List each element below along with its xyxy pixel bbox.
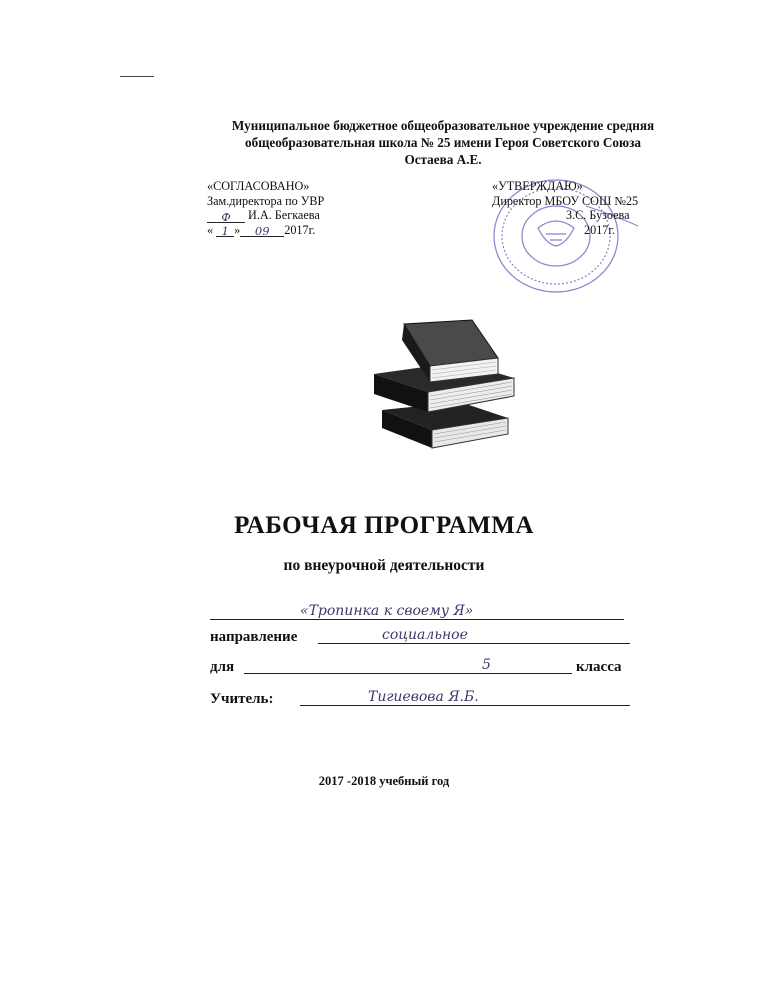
grade-row bbox=[210, 654, 634, 676]
organization-header bbox=[200, 117, 686, 168]
organization-line-2: общеобразовательная школа № 25 имени Героя Советского Союза bbox=[245, 135, 641, 150]
agreed-block bbox=[207, 179, 324, 237]
approved-position: Директор МБОУ СОШ №25 bbox=[492, 193, 639, 208]
agreed-date-open: « bbox=[207, 222, 214, 237]
organization-line-1: Муниципальное бюджетное общеобразовательное учреждение средняя bbox=[231, 118, 655, 133]
grade-for-label: для bbox=[210, 659, 235, 675]
agreed-name: И.А. Бегкаева bbox=[248, 208, 320, 223]
agreed-signature: Ф bbox=[207, 210, 245, 223]
stray-mark bbox=[120, 76, 154, 77]
agreed-heading: «СОГЛАСОВАНО» bbox=[207, 179, 310, 193]
agreed-year: 2017г. bbox=[284, 222, 316, 237]
grade-suffix: класса bbox=[576, 659, 622, 675]
document-subtitle: по внеурочной деятельности bbox=[283, 557, 485, 574]
academic-year: 2017 -2018 учебный год bbox=[318, 774, 450, 788]
agreed-date-mid: » bbox=[234, 222, 241, 237]
teacher-row bbox=[210, 686, 630, 708]
approved-year: 2017г. bbox=[584, 222, 616, 237]
agreed-position: Зам.директора по УВР bbox=[207, 193, 325, 208]
teacher-label: Учитель: bbox=[210, 691, 274, 707]
books-illustration bbox=[368, 318, 520, 452]
direction-label: направление bbox=[210, 629, 298, 645]
program-name-row bbox=[210, 600, 624, 622]
direction-value: социальное bbox=[382, 627, 468, 643]
direction-row bbox=[210, 624, 630, 646]
agreed-date-line bbox=[207, 223, 324, 238]
agreed-month: 09 bbox=[240, 224, 284, 237]
approved-name: З.С. Бузоева bbox=[566, 208, 630, 223]
organization-line-3: Остаева А.Е. bbox=[404, 152, 482, 167]
program-name-value: «Тропинка к своему Я» bbox=[300, 603, 474, 619]
agreed-day: 1 bbox=[216, 224, 234, 237]
approved-block bbox=[492, 179, 638, 237]
approved-heading: «УТВЕРЖДАЮ» bbox=[492, 179, 583, 193]
agreed-signature-line bbox=[207, 208, 324, 223]
teacher-value: Тигиевова Я.Б. bbox=[368, 689, 479, 705]
document-title: РАБОЧАЯ ПРОГРАММА bbox=[234, 512, 534, 539]
grade-value: 5 bbox=[482, 657, 491, 673]
